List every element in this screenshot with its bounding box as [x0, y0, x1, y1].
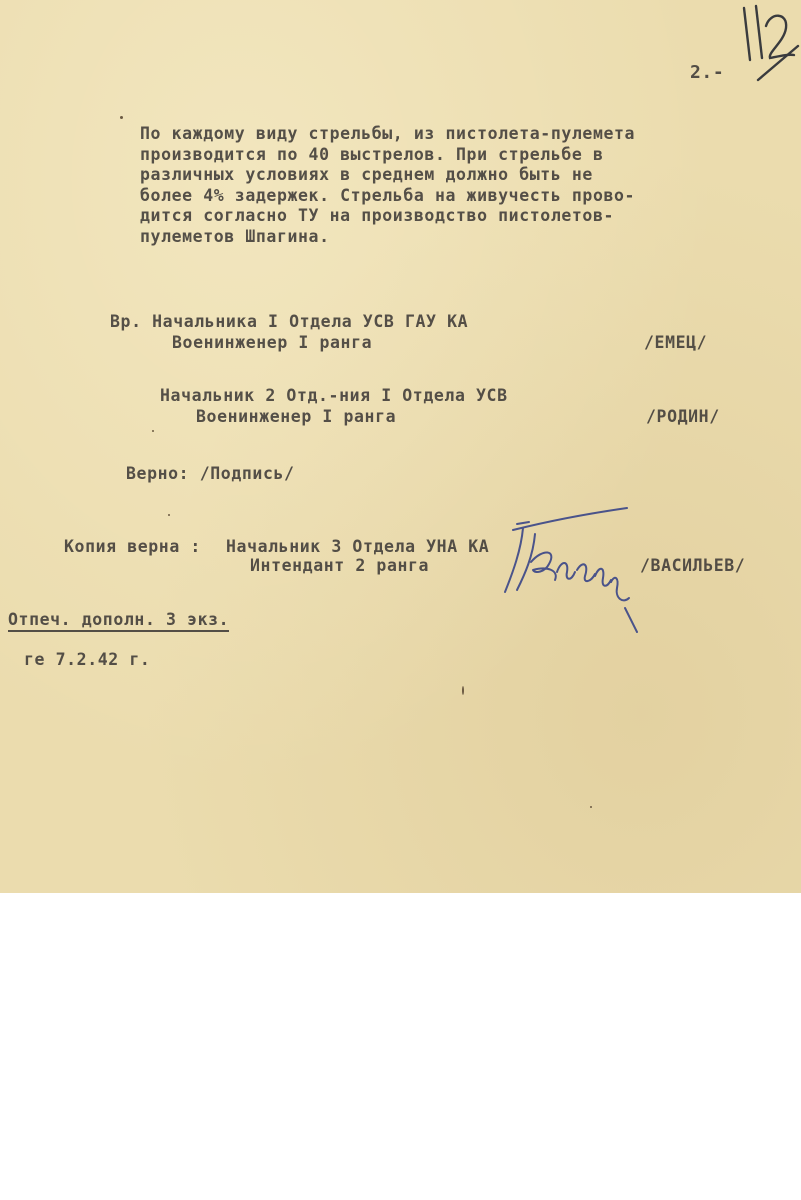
body-paragraph [140, 124, 740, 248]
paragraph-line: пулеметов Шпагина. [140, 226, 330, 246]
date-line: ге 7.2.42 г. [24, 650, 151, 669]
signature-1-name: /ЕМЕЦ/ [644, 333, 708, 352]
page-number: 2.- [690, 62, 725, 83]
signature-1-position: Вр. Начальника I Отдела УСВ ГАУ КА [110, 312, 469, 331]
paragraph-line: дится согласно ТУ на производство пистолетов- [140, 206, 615, 226]
signature-2-name: /РОДИН/ [646, 407, 720, 426]
paragraph-line: производится по 40 выстрелов. При стрельбе в [140, 144, 604, 164]
paragraph-line: более 4% задержек. Стрельба на живучесть прово- [140, 185, 636, 205]
paper-speck [168, 514, 170, 516]
paragraph-line: По каждому виду стрельбы, из пистолета-пулемета [140, 124, 636, 143]
verified-line: Верно: /Подпись/ [126, 464, 295, 483]
copy-name: /ВАСИЛЬЕВ/ [640, 556, 746, 575]
paper-speck [462, 686, 464, 695]
copy-rank: Интендант 2 ранга [250, 556, 430, 575]
copy-label: Копия верна : [64, 537, 201, 556]
archive-page-mark [736, 2, 801, 92]
signature-1-rank: Военинженер I ранга [172, 333, 373, 352]
paper-speck [120, 116, 123, 119]
copy-position: Начальник 3 Отдела УНА КА [226, 537, 490, 556]
paragraph-line: различных условиях в среднем должно быть не [140, 165, 593, 185]
signature-2-position: Начальник 2 Отд.-ния I Отдела УСВ [160, 386, 508, 405]
paper-speck [590, 806, 592, 808]
signature-2-rank: Военинженер I ранга [196, 407, 397, 426]
printed-copies-note: Отпеч. дополн. 3 экз. [8, 610, 229, 632]
paper-speck [152, 430, 154, 432]
handwritten-signature [495, 500, 645, 640]
